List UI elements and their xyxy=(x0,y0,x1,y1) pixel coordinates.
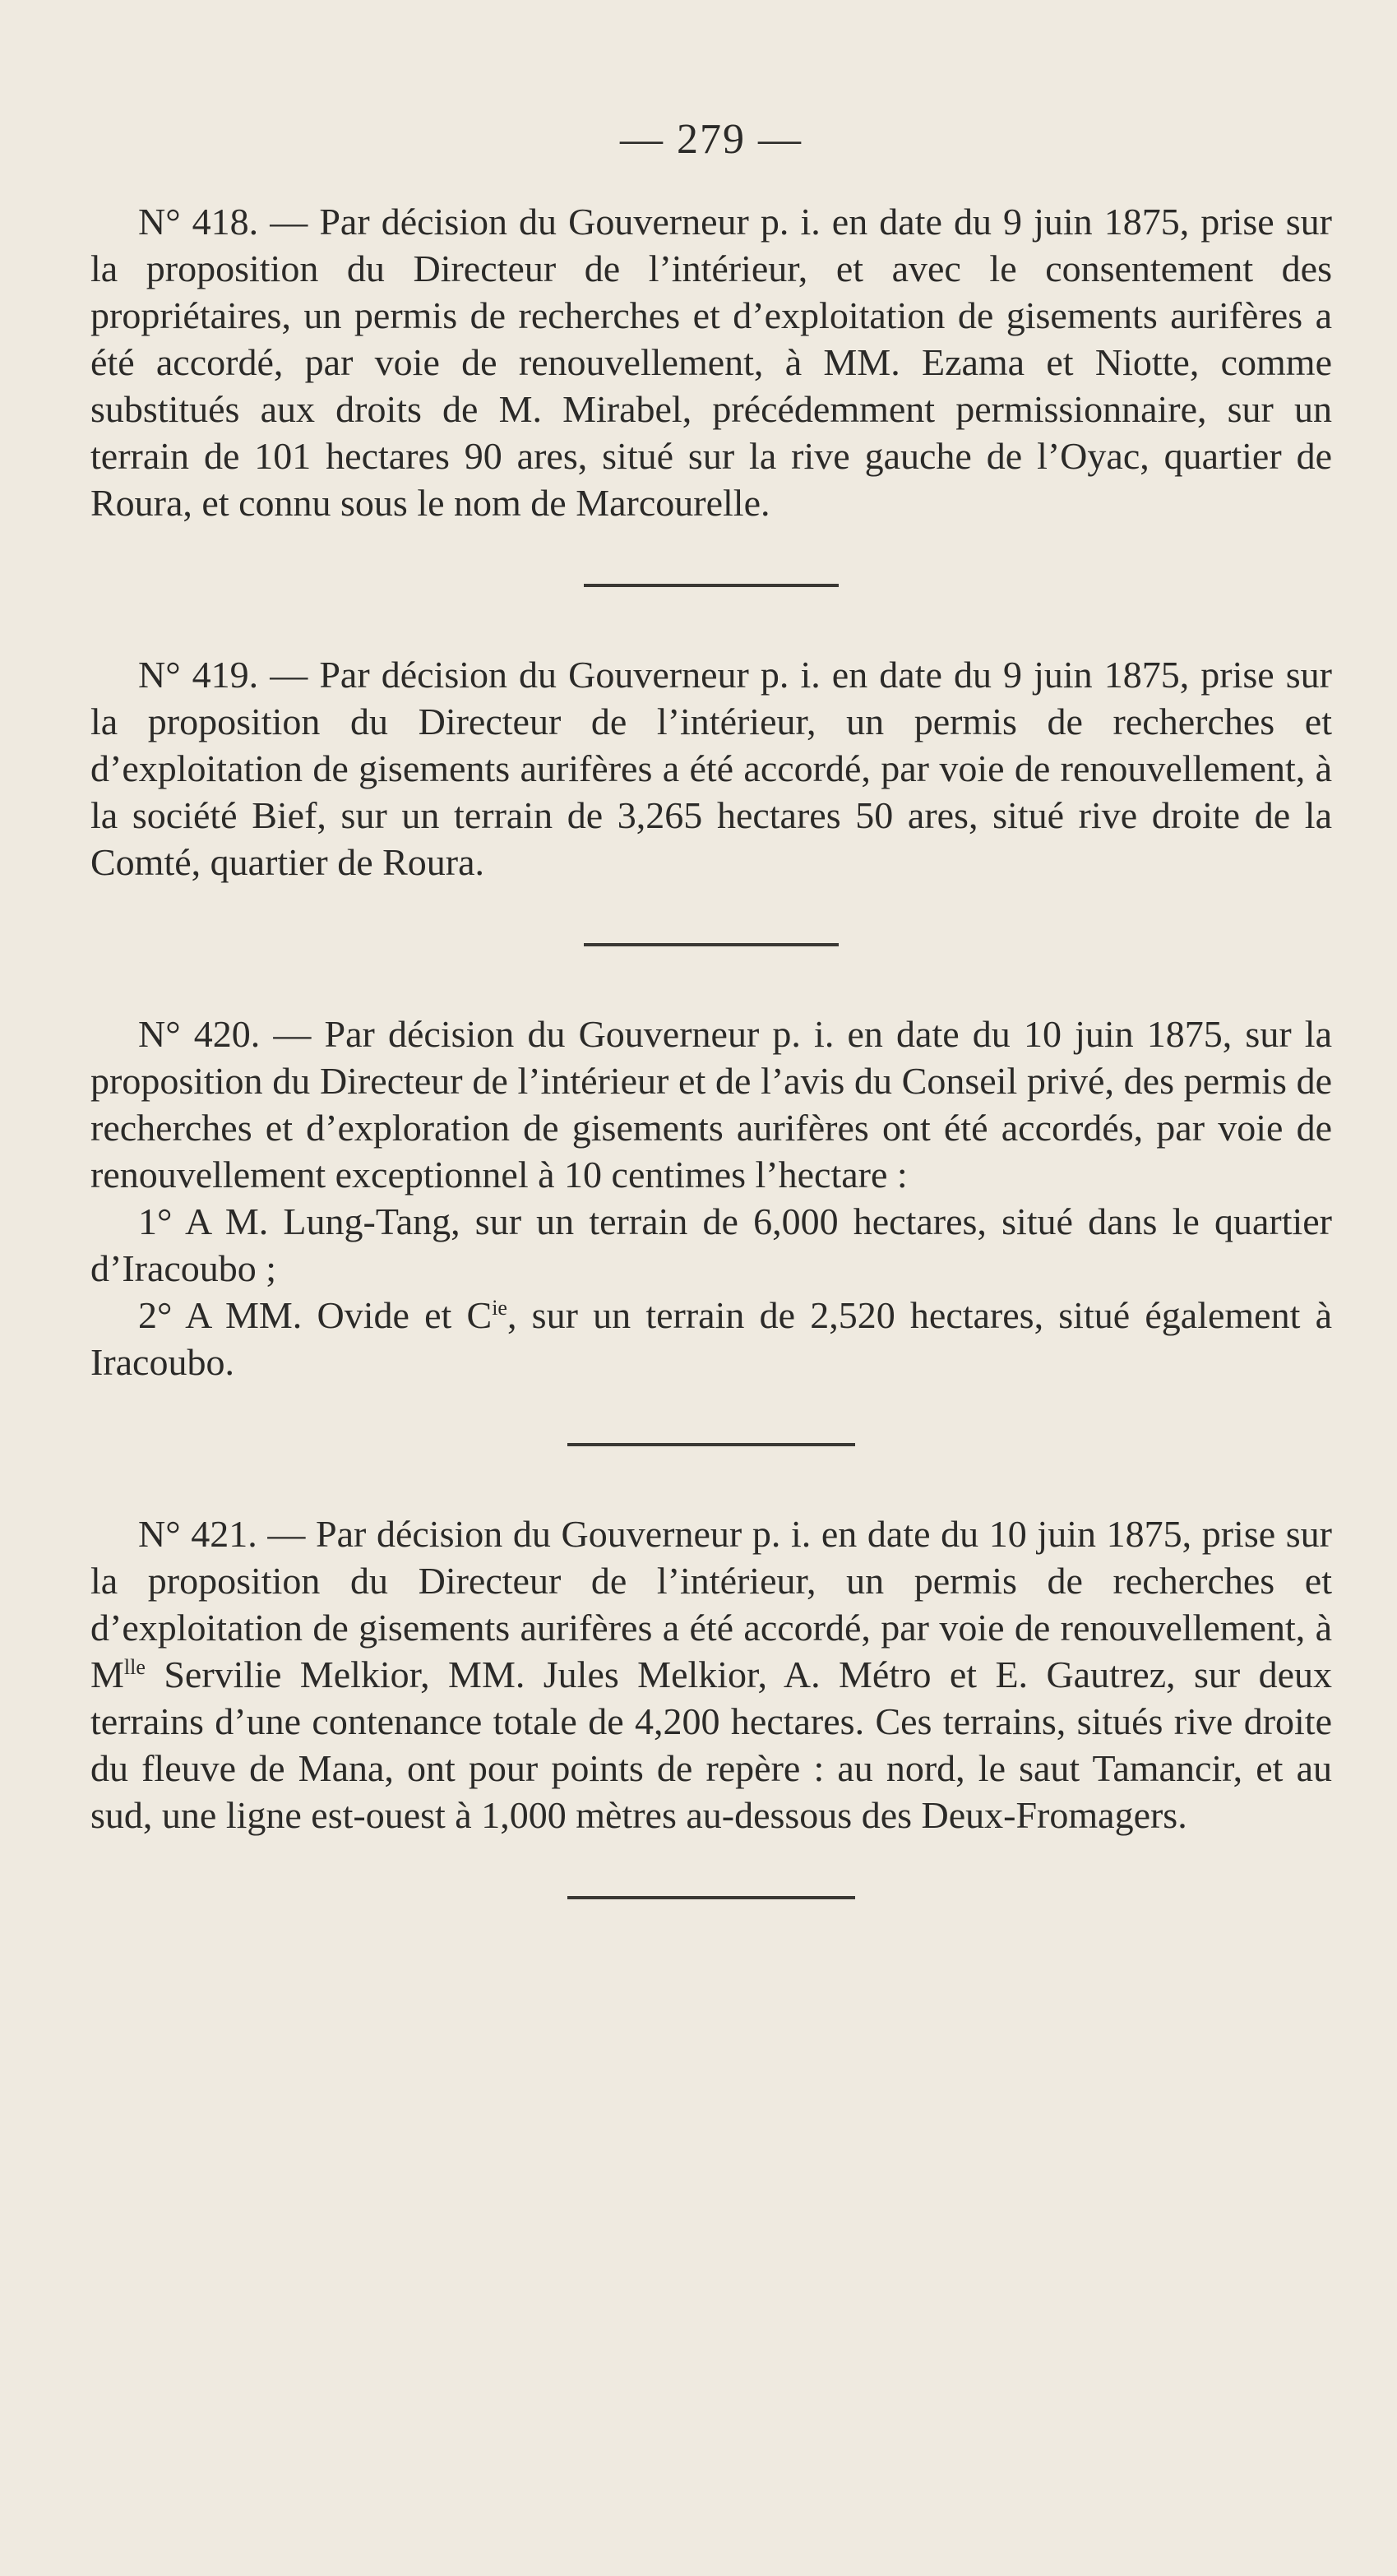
decision-420-item-2-superscript: ie xyxy=(492,1296,507,1320)
decision-418: N° 418. — Par décision du Gouverneur p. i. en date du 9 juin 1875, prise sur la proposition du Directeur de l’intérieur, et avec le consentement des propriétaires, un permis de recherches et d’exploitation de gisements aurifères a été accordé, par voie de renouvellement, à MM. Ezama et Niotte, comme substitués aux droits de M. Mirabel, précédemment permissionnaire, sur un terrain de 101 hectares 90 ares, situé sur la rive gauche de l’Oyac, quartier de Roura, et connu sous le nom de Marcourelle. xyxy=(90,201,1332,524)
decision-420-item-2-suffix: , sur un terrain de 2,520 hectares, situé également à Iracoubo. xyxy=(90,1294,1333,1383)
page-number: — 279 — xyxy=(620,116,803,163)
decision-421 xyxy=(90,1510,1332,1838)
section-divider xyxy=(567,1443,855,1446)
section-divider xyxy=(567,1896,855,1899)
decision-421-prefix: N° 421. — Par décision du Gouverneur p. i. en date du 10 juin 1875, prise sur la proposition du Directeur de l’intérieur, un permis de recherches et d’exploitation de gisements aurifères a été accordé, par voie de renouvellement, à M xyxy=(90,1513,1332,1695)
decision-420-item-2-prefix: 2° A MM. Ovide et C xyxy=(138,1294,493,1336)
section-divider xyxy=(584,584,839,587)
decision-419: N° 419. — Par décision du Gouverneur p. i. en date du 9 juin 1875, prise sur la proposition du Directeur de l’intérieur, un permis de recherches et d’exploitation de gisements aurifères a été accordé, par voie de renouvellement, à la société Bief, sur un terrain de 3,265 hectares 50 ares, situé rive droite de la Comté, quartier de Roura. xyxy=(90,654,1332,883)
decision-421-superscript: lle xyxy=(123,1655,146,1679)
decision-421-suffix: Servilie Melkior, MM. Jules Melkior, A. Métro et E. Gautrez, sur deux terrains d’une contenance totale de 4,200 hectares. Ces terrains, situés rive droite du fleuve de Mana, ont pour points de repère : au nord, le saut Tamancir, et au sud, une ligne est-ouest à 1,000 mètres au-dessous des Deux-Fromagers. xyxy=(90,1653,1332,1836)
document-page xyxy=(90,115,1332,1963)
decision-420-item-2 xyxy=(90,1292,1332,1385)
section-divider xyxy=(584,943,839,946)
decision-420: N° 420. — Par décision du Gouverneur p. i. en date du 10 juin 1875, sur la proposition du Directeur de l’intérieur et de l’avis du Conseil privé, des permis de recherches et d’exploration de gisements aurifères ont été accordés, par voie de renouvellement exceptionnel à 10 centimes l’hectare : xyxy=(90,1013,1332,1196)
decision-420-item-1: 1° A M. Lung-Tang, sur un terrain de 6,000 hectares, situé dans le quartier d’Iracoubo ; xyxy=(90,1200,1332,1289)
